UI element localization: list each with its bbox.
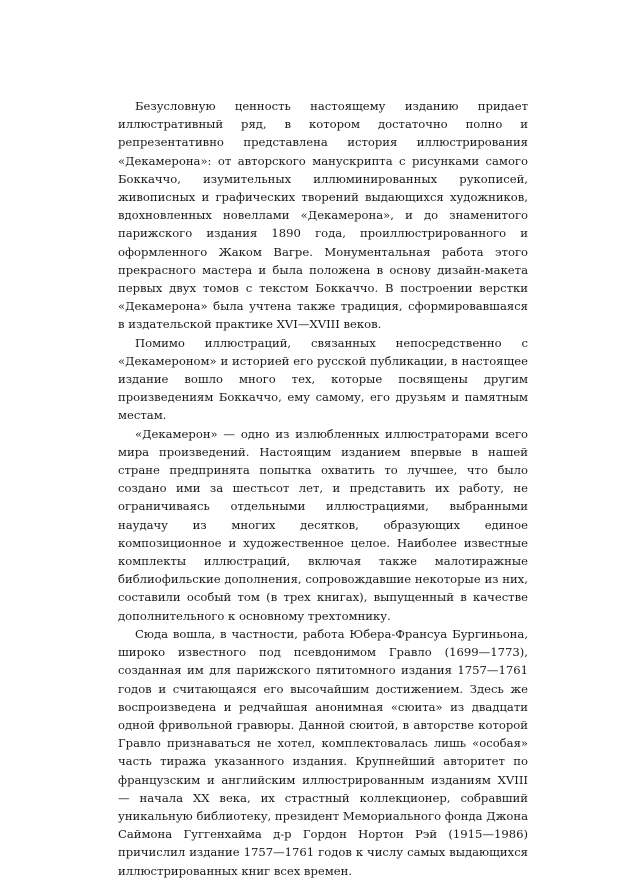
paragraph-additional-illustrations: Помимо иллюстраций, связанных непосредственно с «Декамероном» и историей его русской публикации, в настоящее издание вошло много тех, которые посвящены другим произведениям Боккаччо, ему самому, его друзьям и памятным местам.	[118, 335, 528, 423]
body-text	[118, 97, 528, 880]
paragraph-gravelot-work: Сюда вошла, в частности, работа Юбера-Франсуа Бургиньона, широко известного под псевдонимом Гравло (1699—1773), созданная им для парижского пятитомного издания 1757—1761 годов и считающаяся его высочайшим достижением. Здесь же воспроизведена и редчайшая анонимная «сюита» из двадцати одной фривольной гравюры. Данной сюитой, в авторстве которой Гравло признаваться не хотел, комплектовалась лишь «особая» часть тиража указанного издания. Крупнейший авторитет по французским и английским иллюстрированным изданиям XVIII — начала XX века, их страстный коллекционер, собравший уникальную библиотеку, президент Мемориального фонда Джона Саймона Гуггенхайма д-р Гордон Нортон Рэй (1915—1986) причислил издание 1757—1761 годов к числу самых выдающихся иллюстрированных книг всех времен.	[118, 626, 528, 878]
paragraph-illustrative-series: Безусловную ценность настоящему изданию придает иллюстративный ряд, в котором достаточно полно и репрезентативно представлена история иллюстрирования «Декамерона»: от авторского манускрипта с рисунками самого Боккаччо, изумительных иллюминированных рукописей, живописных и графических творений выдающихся художников, вдохновленных новеллами «Декамерона», и до знаменитого парижского издания 1890 года, проиллюстрированного и оформленного Жаком Вагре. Монументальная работа этого прекрасного мастера и была положена в основу дизайн-макета первых двух томов с текстом Боккаччо. В построении верстки «Декамерона» была учтена также традиция, сформировавшаяся в издательской практике XVI—XVIII веков.	[118, 99, 528, 332]
paragraph-decameron-favorite: «Декамерон» — одно из излюбленных иллюстраторами всего мира произведений. Настоящим изданием впервые в нашей стране предпринята попытка охватить то лучшее, что было создано ими за шестьсот лет, и представить их работу, не ограничиваясь отдельными иллюстрациями, выбранными наудачу из многих десятков, образующих единое композиционное и художественное целое. Наиболее известные комплекты иллюстраций, включая также малотиражные библиофильские дополнения, сопровождавшие некоторые из них, составили особый том (в трех книгах), выпущенный в качестве дополнительного к основному трехтомнику.	[118, 426, 528, 623]
